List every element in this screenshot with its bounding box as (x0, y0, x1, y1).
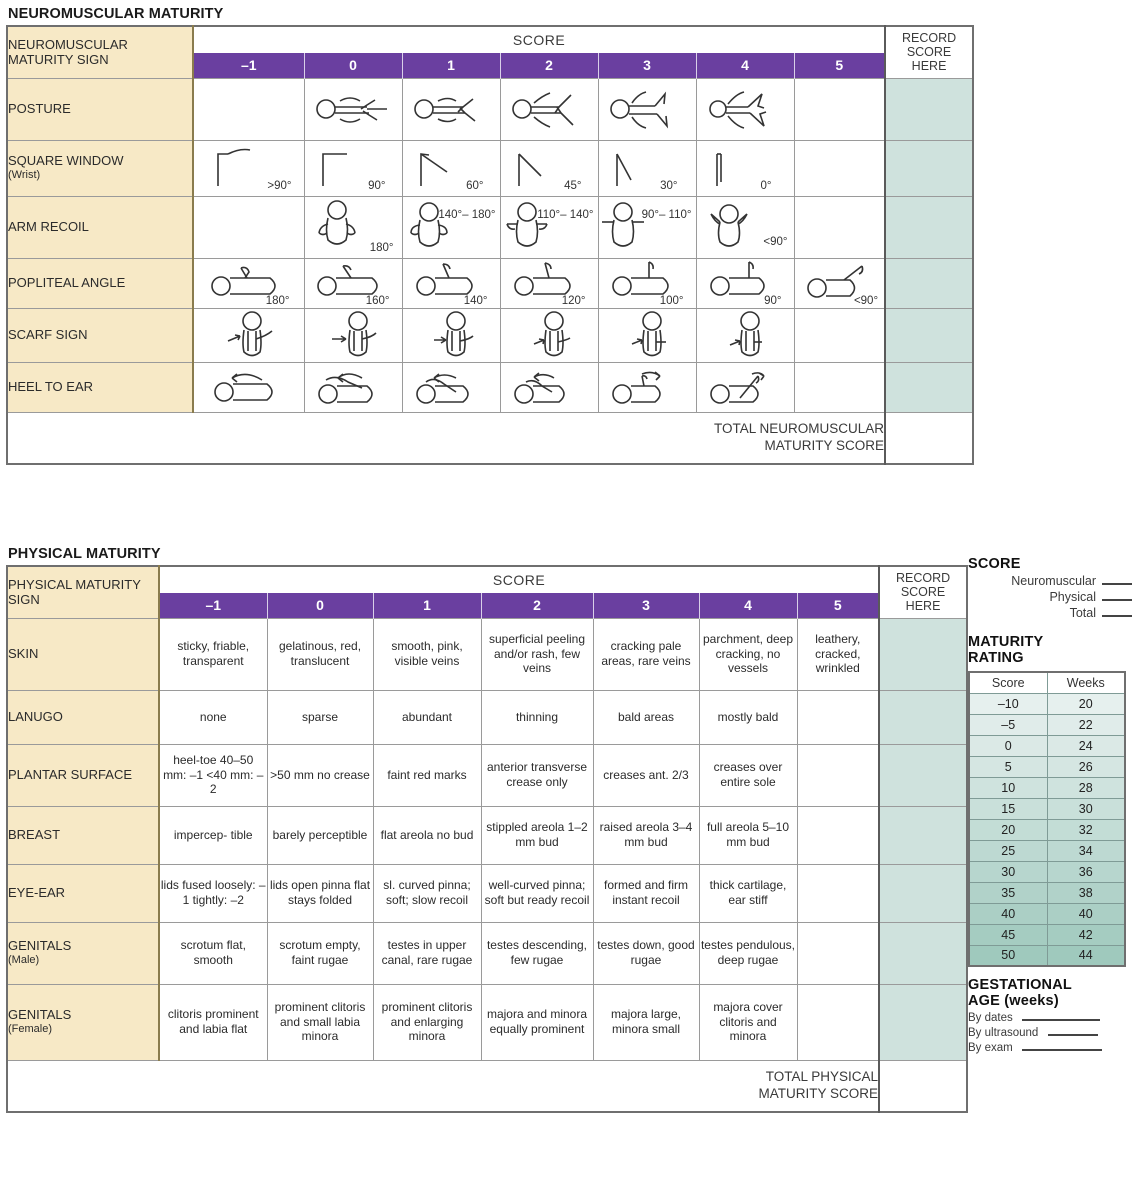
rail-score-physical-blank[interactable] (1102, 599, 1132, 601)
row-sign-lanugo: LANUGO (7, 690, 159, 744)
breast-cell-3[interactable]: raised areola 3–4 mm bud (593, 806, 699, 864)
maturity-score-1: –5 (969, 714, 1047, 735)
lanugo-cell-2[interactable]: thinning (481, 690, 593, 744)
score-col-2[interactable]: 2 (500, 53, 598, 78)
posture-figure-icon (508, 85, 590, 133)
table-row (7, 78, 973, 140)
maturity-weeks-9: 38 (1047, 882, 1125, 903)
gestational-by-ultrasound-label: By ultrasound (968, 1027, 1039, 1039)
neuromuscular-record-header (885, 26, 973, 78)
wrist-angle-icon (699, 142, 763, 192)
list-item (969, 693, 1125, 714)
table-row (7, 922, 967, 984)
scarf-cell-5[interactable] (794, 308, 885, 362)
eyeear-cell-1[interactable]: sl. curved pinna; soft; slow recoil (373, 864, 481, 922)
gestational-by-ultrasound (968, 1027, 1132, 1039)
wrist-angle-label: 45° (564, 180, 582, 192)
genitals-male-cell-4[interactable]: testes pendulous, deep rugae (699, 922, 797, 984)
scarf-cell-0[interactable] (304, 308, 402, 362)
posture-cell--1[interactable] (193, 78, 304, 140)
physical-total-label (7, 1060, 879, 1112)
phys-score-col-5[interactable]: 5 (797, 593, 879, 618)
rail-score-total-blank[interactable] (1102, 615, 1132, 617)
arm-recoil-icon (703, 200, 755, 256)
posture-cell-5[interactable] (794, 78, 885, 140)
maturity-score-10: 40 (969, 903, 1047, 924)
genitals-male-cell--1[interactable]: scrotum flat, smooth (159, 922, 267, 984)
scarf-cell-2[interactable] (500, 308, 598, 362)
record-header-line-2: SCORE (906, 45, 952, 60)
genitals-female-cell-0[interactable]: prominent clitoris and small labia minora (267, 984, 373, 1060)
list-item (969, 798, 1125, 819)
square-window-cell-4[interactable] (696, 140, 794, 196)
record-header-line-3: HERE (911, 59, 947, 74)
wrist-angle-label: >90° (267, 180, 292, 192)
physical-sign-header: PHYSICAL MATURITY SIGN (7, 566, 159, 618)
table-row (7, 196, 973, 258)
maturity-score-6: 20 (969, 819, 1047, 840)
maturity-score-5: 15 (969, 798, 1047, 819)
list-item (969, 945, 1125, 966)
popliteal-cell-5[interactable] (794, 258, 885, 308)
physical-record-header (879, 566, 967, 618)
arm-recoil-cell-0[interactable] (304, 196, 402, 258)
skin-cell-4[interactable]: parchment, deep cracking, no vessels (699, 618, 797, 690)
eyeear-cell-3[interactable]: formed and firm instant recoil (593, 864, 699, 922)
physical-total-row (7, 1060, 967, 1112)
neuromuscular-sign-header: NEUROMUSCULAR MATURITY SIGN (7, 26, 193, 78)
record-score-cell-popliteal[interactable] (885, 258, 973, 308)
genitals-female-cell-4[interactable]: majora cover clitoris and minora (699, 984, 797, 1060)
maturity-weeks-12: 44 (1047, 945, 1125, 966)
record-score-cell-eye-ear[interactable] (879, 864, 967, 922)
table-row (7, 690, 967, 744)
arm-recoil-label: <90° (763, 236, 788, 248)
maturity-score-4: 10 (969, 777, 1047, 798)
heel-ear-cell-0[interactable] (304, 362, 402, 412)
posture-cell-4[interactable] (696, 78, 794, 140)
maturity-weeks-6: 32 (1047, 819, 1125, 840)
rail-score-physical-label: Physical (1049, 590, 1096, 604)
record-header-line-1: RECORD (895, 570, 951, 585)
genitals-female-cell-2[interactable]: majora and minora equally prominent (481, 984, 593, 1060)
skin-cell-3[interactable]: cracking pale areas, rare veins (593, 618, 699, 690)
genitals-male-cell-0[interactable]: scrotum empty, faint rugae (267, 922, 373, 984)
square-window-cell--1[interactable] (193, 140, 304, 196)
record-header-line-2: SCORE (900, 585, 946, 600)
table-row (7, 258, 973, 308)
list-item (969, 903, 1125, 924)
wrist-angle-icon (405, 142, 469, 192)
physical-section (6, 546, 966, 1113)
lanugo-cell--1[interactable]: none (159, 690, 267, 744)
genitals-female-cell-5[interactable] (797, 984, 879, 1060)
arm-recoil-label: 110°– 140° (537, 209, 594, 221)
square-window-cell-3[interactable] (598, 140, 696, 196)
physical-table (6, 565, 968, 1113)
arm-recoil-cell-2[interactable] (500, 196, 598, 258)
wrist-angle-icon (601, 142, 665, 192)
maturity-weeks-3: 26 (1047, 756, 1125, 777)
neuromuscular-total-row (7, 412, 973, 464)
record-score-cell-arm-recoil[interactable] (885, 196, 973, 258)
lanugo-cell-3[interactable]: bald areas (593, 690, 699, 744)
skin-cell-2[interactable]: superficial peeling and/or rash, few veins (481, 618, 593, 690)
maturity-weeks-5: 30 (1047, 798, 1125, 819)
square-window-cell-0[interactable] (304, 140, 402, 196)
eyeear-cell-4[interactable]: thick cartilage, ear stiff (699, 864, 797, 922)
gestational-by-dates-blank[interactable] (1022, 1019, 1100, 1021)
rail-score-total-label: Total (1069, 606, 1096, 620)
neuromuscular-table (6, 25, 974, 465)
record-score-cell-skin[interactable] (879, 618, 967, 690)
skin-cell-0[interactable]: gelatinous, red, translucent (267, 618, 373, 690)
plantar-cell--1[interactable]: heel-toe 40–50 mm: –1 <40 mm: –2 (159, 744, 267, 806)
rail-score-physical (968, 590, 1132, 604)
rail-score-neuromuscular-label: Neuromuscular (1011, 574, 1096, 588)
popliteal-label: <90° (853, 295, 879, 307)
scarf-cell-4[interactable] (696, 308, 794, 362)
lanugo-cell-1[interactable]: abundant (373, 690, 481, 744)
total-label-line-1: TOTAL NEUROMUSCULAR (714, 420, 885, 436)
breast-cell-0[interactable]: barely perceptible (267, 806, 373, 864)
rail-score-neuromuscular-blank[interactable] (1102, 583, 1132, 585)
popliteal-label: 160° (365, 295, 390, 307)
table-row (7, 984, 967, 1060)
popliteal-cell-4[interactable] (696, 258, 794, 308)
rail-score-neuromuscular (968, 574, 1132, 588)
row-sign-eye-ear: EYE-EAR (7, 864, 159, 922)
posture-figure-icon (312, 85, 394, 133)
eyeear-cell-0[interactable]: lids open pinna flat stays folded (267, 864, 373, 922)
table-row (7, 806, 967, 864)
gestational-by-ultrasound-blank[interactable] (1048, 1034, 1098, 1036)
maturity-weeks-8: 36 (1047, 861, 1125, 882)
scarf-sign-icon (310, 309, 396, 361)
record-score-cell-square-window[interactable] (885, 140, 973, 196)
maturity-rating-table (968, 671, 1126, 967)
score-col-4[interactable]: 4 (696, 53, 794, 78)
total-label-line-1: TOTAL PHYSICAL (765, 1068, 879, 1084)
breast-cell-2[interactable]: stippled areola 1–2 mm bud (481, 806, 593, 864)
table-row (7, 618, 967, 690)
wrist-angle-label: 30° (660, 180, 678, 192)
gestational-by-exam-blank[interactable] (1022, 1049, 1102, 1051)
genitals-male-cell-2[interactable]: testes descending, few rugae (481, 922, 593, 984)
rail-score-heading: SCORE (968, 556, 1021, 572)
heel-ear-cell--1[interactable] (193, 362, 304, 412)
arm-recoil-icon (601, 200, 645, 256)
heel-ear-cell-5[interactable] (794, 362, 885, 412)
popliteal-label: 120° (561, 295, 586, 307)
total-label-line-2: MATURITY SCORE (758, 1085, 879, 1101)
maturity-score-9: 35 (969, 882, 1047, 903)
arm-recoil-label: 140°– 180° (438, 209, 496, 221)
maturity-weeks-10: 40 (1047, 903, 1125, 924)
genitals-female-cell-3[interactable]: majora large, minora small (593, 984, 699, 1060)
list-item (969, 819, 1125, 840)
popliteal-label: 100° (659, 295, 684, 307)
gestational-by-dates (968, 1012, 1132, 1024)
phys-score-col-1[interactable]: 1 (373, 593, 481, 618)
plantar-cell-2[interactable]: anterior transverse crease only (481, 744, 593, 806)
maturity-weeks-1: 22 (1047, 714, 1125, 735)
scarf-sign-icon (408, 309, 494, 361)
record-score-cell-heel-ear[interactable] (885, 362, 973, 412)
phys-score-col--1[interactable]: –1 (159, 593, 267, 618)
score-col-0[interactable]: 0 (304, 53, 402, 78)
record-header-line-3: HERE (905, 599, 941, 614)
arm-recoil-icon (309, 198, 365, 254)
phys-score-col-0[interactable]: 0 (267, 593, 373, 618)
genitals-male-cell-1[interactable]: testes in upper canal, rare rugae (373, 922, 481, 984)
breast-cell-5[interactable] (797, 806, 879, 864)
record-score-cell-posture[interactable] (885, 78, 973, 140)
maturity-heading-line-1: MATURITY (968, 634, 1044, 650)
popliteal-cell--1[interactable] (193, 258, 304, 308)
arm-recoil-cell-5[interactable] (794, 196, 885, 258)
record-score-cell-plantar[interactable] (879, 744, 967, 806)
maturity-weeks-4: 28 (1047, 777, 1125, 798)
list-item (969, 735, 1125, 756)
gestational-by-dates-label: By dates (968, 1012, 1013, 1024)
physical-header-score-row (7, 566, 967, 593)
physical-section-title: PHYSICAL MATURITY (8, 546, 161, 562)
maturity-score-3: 5 (969, 756, 1047, 777)
lanugo-cell-5[interactable] (797, 690, 879, 744)
gestational-heading-line-1: GESTATIONAL (968, 977, 1072, 993)
arm-recoil-cell-4[interactable] (696, 196, 794, 258)
plantar-cell-0[interactable]: >50 mm no crease (267, 744, 373, 806)
row-sign-scarf-sign: SCARF SIGN (7, 308, 193, 362)
skin-cell--1[interactable]: sticky, friable, transparent (159, 618, 267, 690)
posture-cell-3[interactable] (598, 78, 696, 140)
physical-score-label: SCORE (159, 566, 879, 593)
row-sign-posture: POSTURE (7, 78, 193, 140)
arm-recoil-cell-1[interactable] (402, 196, 500, 258)
posture-cell-0[interactable] (304, 78, 402, 140)
table-row (7, 140, 973, 196)
breast-cell--1[interactable]: impercep- tible (159, 806, 267, 864)
scarf-sign-icon (206, 309, 292, 361)
list-item (969, 840, 1125, 861)
list-item (969, 777, 1125, 798)
wrist-angle-icon (307, 142, 371, 192)
maturity-heading-line-2: RATING (968, 650, 1024, 666)
heel-to-ear-icon (606, 364, 688, 410)
physical-total-score-cell[interactable] (879, 1060, 967, 1112)
scarf-sign-icon (702, 309, 788, 361)
arm-recoil-cell-3[interactable] (598, 196, 696, 258)
score-col--1[interactable]: –1 (193, 53, 304, 78)
row-sign-genitals-female: GENITALS (Female) (7, 984, 159, 1060)
scarf-sign-icon (604, 309, 690, 361)
gestational-by-exam (968, 1042, 1132, 1054)
row-sign-heel-to-ear: HEEL TO EAR (7, 362, 193, 412)
wrist-angle-label: 60° (466, 180, 484, 192)
eyeear-cell-5[interactable] (797, 864, 879, 922)
genitals-male-cell-3[interactable]: testes down, good rugae (593, 922, 699, 984)
rail-maturity-heading (968, 634, 1132, 666)
maturity-weeks-2: 24 (1047, 735, 1125, 756)
rail-gestational-heading (968, 977, 1132, 1009)
maturity-score-2: 0 (969, 735, 1047, 756)
list-item (969, 861, 1125, 882)
popliteal-label: 90° (764, 295, 782, 307)
arm-recoil-label: 180° (369, 242, 394, 254)
neuromuscular-header-score-row (7, 26, 973, 53)
maturity-score-12: 50 (969, 945, 1047, 966)
row-sign-plantar-surface: PLANTAR SURFACE (7, 744, 159, 806)
wrist-angle-icon (503, 142, 567, 192)
scarf-cell--1[interactable] (193, 308, 304, 362)
plantar-cell-4[interactable]: creases over entire sole (699, 744, 797, 806)
eyeear-cell-2[interactable]: well-curved pinna; soft but ready recoil (481, 864, 593, 922)
table-row (7, 308, 973, 362)
skin-cell-5[interactable]: leathery, cracked, wrinkled (797, 618, 879, 690)
popliteal-cell-1[interactable] (402, 258, 500, 308)
maturity-weeks-11: 42 (1047, 924, 1125, 945)
popliteal-cell-2[interactable] (500, 258, 598, 308)
heel-to-ear-icon (312, 364, 394, 410)
score-col-3[interactable]: 3 (598, 53, 696, 78)
lanugo-cell-4[interactable]: mostly bald (699, 690, 797, 744)
neuromuscular-score-label: SCORE (193, 26, 885, 53)
popliteal-label: 180° (265, 295, 290, 307)
arm-recoil-cell--1[interactable] (193, 196, 304, 258)
maturity-score-8: 30 (969, 861, 1047, 882)
row-sign-genitals-male: GENITALS (Male) (7, 922, 159, 984)
right-rail (968, 556, 1132, 1054)
row-sign-skin: SKIN (7, 618, 159, 690)
posture-cell-2[interactable] (500, 78, 598, 140)
maturity-col-score: Score (969, 672, 1047, 693)
heel-ear-cell-1[interactable] (402, 362, 500, 412)
arm-recoil-label: 90°– 110° (641, 209, 692, 221)
maturity-weeks-0: 20 (1047, 693, 1125, 714)
maturity-rating-header-row (969, 672, 1125, 693)
list-item (969, 882, 1125, 903)
neuromuscular-section (6, 6, 972, 465)
heel-to-ear-icon (410, 364, 492, 410)
posture-figure-icon (410, 85, 492, 133)
score-col-5[interactable]: 5 (794, 53, 885, 78)
list-item (969, 924, 1125, 945)
list-item (969, 714, 1125, 735)
breast-cell-1[interactable]: flat areola no bud (373, 806, 481, 864)
record-score-cell-scarf[interactable] (885, 308, 973, 362)
table-row (7, 362, 973, 412)
heel-ear-cell-4[interactable] (696, 362, 794, 412)
breast-cell-4[interactable]: full areola 5–10 mm bud (699, 806, 797, 864)
total-label-line-2: MATURITY SCORE (764, 437, 885, 453)
gestational-heading-line-2: AGE (weeks) (968, 993, 1059, 1009)
rail-score-total (968, 606, 1132, 620)
popliteal-label: 140° (463, 295, 488, 307)
skin-cell-1[interactable]: smooth, pink, visible veins (373, 618, 481, 690)
list-item (969, 756, 1125, 777)
scarf-cell-3[interactable] (598, 308, 696, 362)
record-score-cell-genitals-female[interactable] (879, 984, 967, 1060)
posture-figure-icon (606, 85, 688, 133)
record-score-cell-genitals-male[interactable] (879, 922, 967, 984)
record-score-cell-breast[interactable] (879, 806, 967, 864)
posture-figure-icon (704, 85, 786, 133)
row-sign-popliteal-angle: POPLITEAL ANGLE (7, 258, 193, 308)
record-header-line-1: RECORD (901, 30, 957, 45)
popliteal-cell-3[interactable] (598, 258, 696, 308)
heel-to-ear-icon (704, 364, 786, 410)
heel-ear-cell-3[interactable] (598, 362, 696, 412)
neuromuscular-total-score-cell[interactable] (885, 412, 973, 464)
genitals-male-cell-5[interactable] (797, 922, 879, 984)
gestational-by-exam-label: By exam (968, 1042, 1013, 1054)
posture-cell-0s[interactable] (402, 78, 500, 140)
row-sign-arm-recoil: ARM RECOIL (7, 196, 193, 258)
plantar-cell-5[interactable] (797, 744, 879, 806)
scarf-cell-1[interactable] (402, 308, 500, 362)
square-window-cell-2[interactable] (500, 140, 598, 196)
phys-score-col-2[interactable]: 2 (481, 593, 593, 618)
heel-ear-cell-2[interactable] (500, 362, 598, 412)
genitals-female-cell--1[interactable]: clitoris prominent and labia flat (159, 984, 267, 1060)
maturity-score-7: 25 (969, 840, 1047, 861)
row-sign-breast: BREAST (7, 806, 159, 864)
row-sign-square-window: SQUARE WINDOW (Wrist) (7, 140, 193, 196)
neuromuscular-total-label (7, 412, 885, 464)
wrist-angle-label: 90° (368, 180, 386, 192)
phys-score-col-3[interactable]: 3 (593, 593, 699, 618)
heel-to-ear-icon (508, 364, 590, 410)
wrist-angle-label: 0° (760, 180, 772, 192)
square-window-cell-5[interactable] (794, 140, 885, 196)
genitals-female-cell-1[interactable]: prominent clitoris and enlarging minora (373, 984, 481, 1060)
popliteal-cell-0[interactable] (304, 258, 402, 308)
table-row (7, 864, 967, 922)
table-row (7, 744, 967, 806)
wrist-angle-icon (200, 142, 270, 192)
square-window-cell-1[interactable] (402, 140, 500, 196)
maturity-col-weeks: Weeks (1047, 672, 1125, 693)
neuromuscular-section-title: NEUROMUSCULAR MATURITY (8, 6, 224, 22)
maturity-weeks-7: 34 (1047, 840, 1125, 861)
phys-score-col-4[interactable]: 4 (699, 593, 797, 618)
plantar-cell-3[interactable]: creases ant. 2/3 (593, 744, 699, 806)
lanugo-cell-0[interactable]: sparse (267, 690, 373, 744)
heel-to-ear-icon (208, 364, 290, 410)
record-score-cell-lanugo[interactable] (879, 690, 967, 744)
plantar-cell-1[interactable]: faint red marks (373, 744, 481, 806)
maturity-score-0: –10 (969, 693, 1047, 714)
scarf-sign-icon (506, 309, 592, 361)
maturity-score-11: 45 (969, 924, 1047, 945)
eyeear-cell--1[interactable]: lids fused loosely: –1 tightly: –2 (159, 864, 267, 922)
score-col-1[interactable]: 1 (402, 53, 500, 78)
